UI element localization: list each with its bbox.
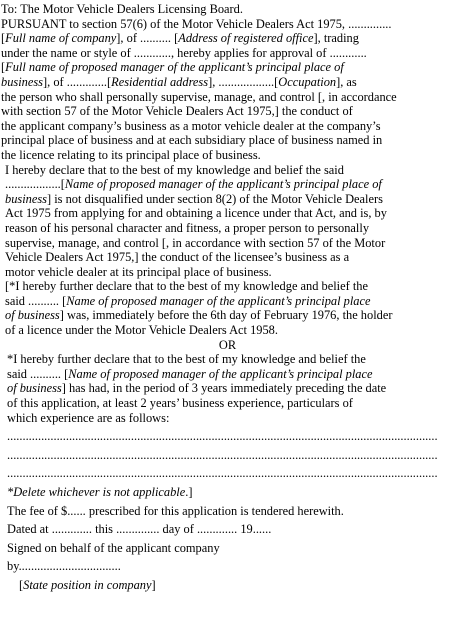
- paragraph-further-declaration-licence: [*I hereby further declare that to the best of my knowledge and belief the said .......... [Name of proposed manager of the applicant’s principal place of business] was, immediately before the 6th day of February 1976, the holder of a licence under the Motor Vehicle Dealers Act 1958.: [5, 279, 393, 338]
- placeholder-manager-name: Name of proposed manager of the applicant’s principal place: [68, 366, 373, 381]
- placeholder-manager-name: Name of proposed manager of the applicant’s principal place of: [64, 177, 382, 192]
- placeholder-occupation: Occupation: [278, 74, 337, 89]
- signature-by-line: by.................................: [7, 559, 121, 574]
- placeholder-registered-office: Address of registered office: [178, 31, 314, 46]
- placeholder-residential-address: Residential address: [111, 74, 209, 89]
- paragraph-application: PURSUANT to section 57(6) of the Motor Vehicle Dealers Act 1975, .............. [Full name of company], of .......... [Address of registered office], trading under the name or style of ............, hereby applies for approval of ............ [Full name of proposed manager of the applicant’s principal place of business], of .............[Residential address], ..................[Occupation], as the person who shall personally supervise, manage, and control [, in accordance with section 57 of the Motor Vehicle Dealers Act 1975,] the conduct of the applicant company’s business as a motor vehicle dealer at the company’s principal place of business and at each subsidiary place of business named in the licence relating to its principal place of business.: [1, 16, 397, 162]
- experience-dotted-line: ...........................................................................................................................................: [7, 447, 438, 462]
- paragraph-declaration: I hereby declare that to the best of my knowledge and belief the said ..................[Name of proposed manager of the applicant’s principal place of business] is not disqualified under section 8(2) of the Motor Vehicle Dealers Act 1975 from applying for and obtaining a licence under that Act, and is, by reason of his personal character and fitness, a proper person to personally supervise, manage, and control [, in accordance with section 57 of the Motor Vehicle Dealers Act 1975,] the conduct of the licensee’s business as a motor vehicle dealer at its principal place of business.: [5, 162, 387, 279]
- or-separator: OR: [218, 337, 237, 352]
- paragraph-further-declaration-experience: *I hereby further declare that to the best of my knowledge and belief the said .......... [Name of proposed manager of the applicant’s principal place of business] has had, in the period of 3 years immediately preceding the date of this application, at least 2 years’ business experience, particulars of which experience are as follows:: [7, 352, 387, 425]
- placeholder-manager-name: Full name of proposed manager of the applicant’s principal place of: [5, 60, 344, 75]
- state-position-line: [State position in company]: [19, 577, 156, 592]
- experience-dotted-line: ...........................................................................................................................................: [7, 429, 438, 444]
- signed-line: Signed on behalf of the applicant company: [7, 540, 220, 555]
- dated-line: Dated at ............. this .............. day of ............. 19......: [7, 522, 272, 537]
- experience-dotted-line: ...........................................................................................................................................: [7, 466, 438, 481]
- delete-note: *Delete whichever is not applicable.]: [7, 485, 193, 499]
- addressee-line: To: The Motor Vehicle Dealers Licensing Board.: [1, 2, 243, 16]
- placeholder-manager-name: Name of proposed manager of the applicant’s principal place: [66, 293, 371, 308]
- fee-line: The fee of $...... prescribed for this application is tendered herewith.: [7, 503, 344, 518]
- placeholder-company-name: Full name of company: [5, 31, 117, 46]
